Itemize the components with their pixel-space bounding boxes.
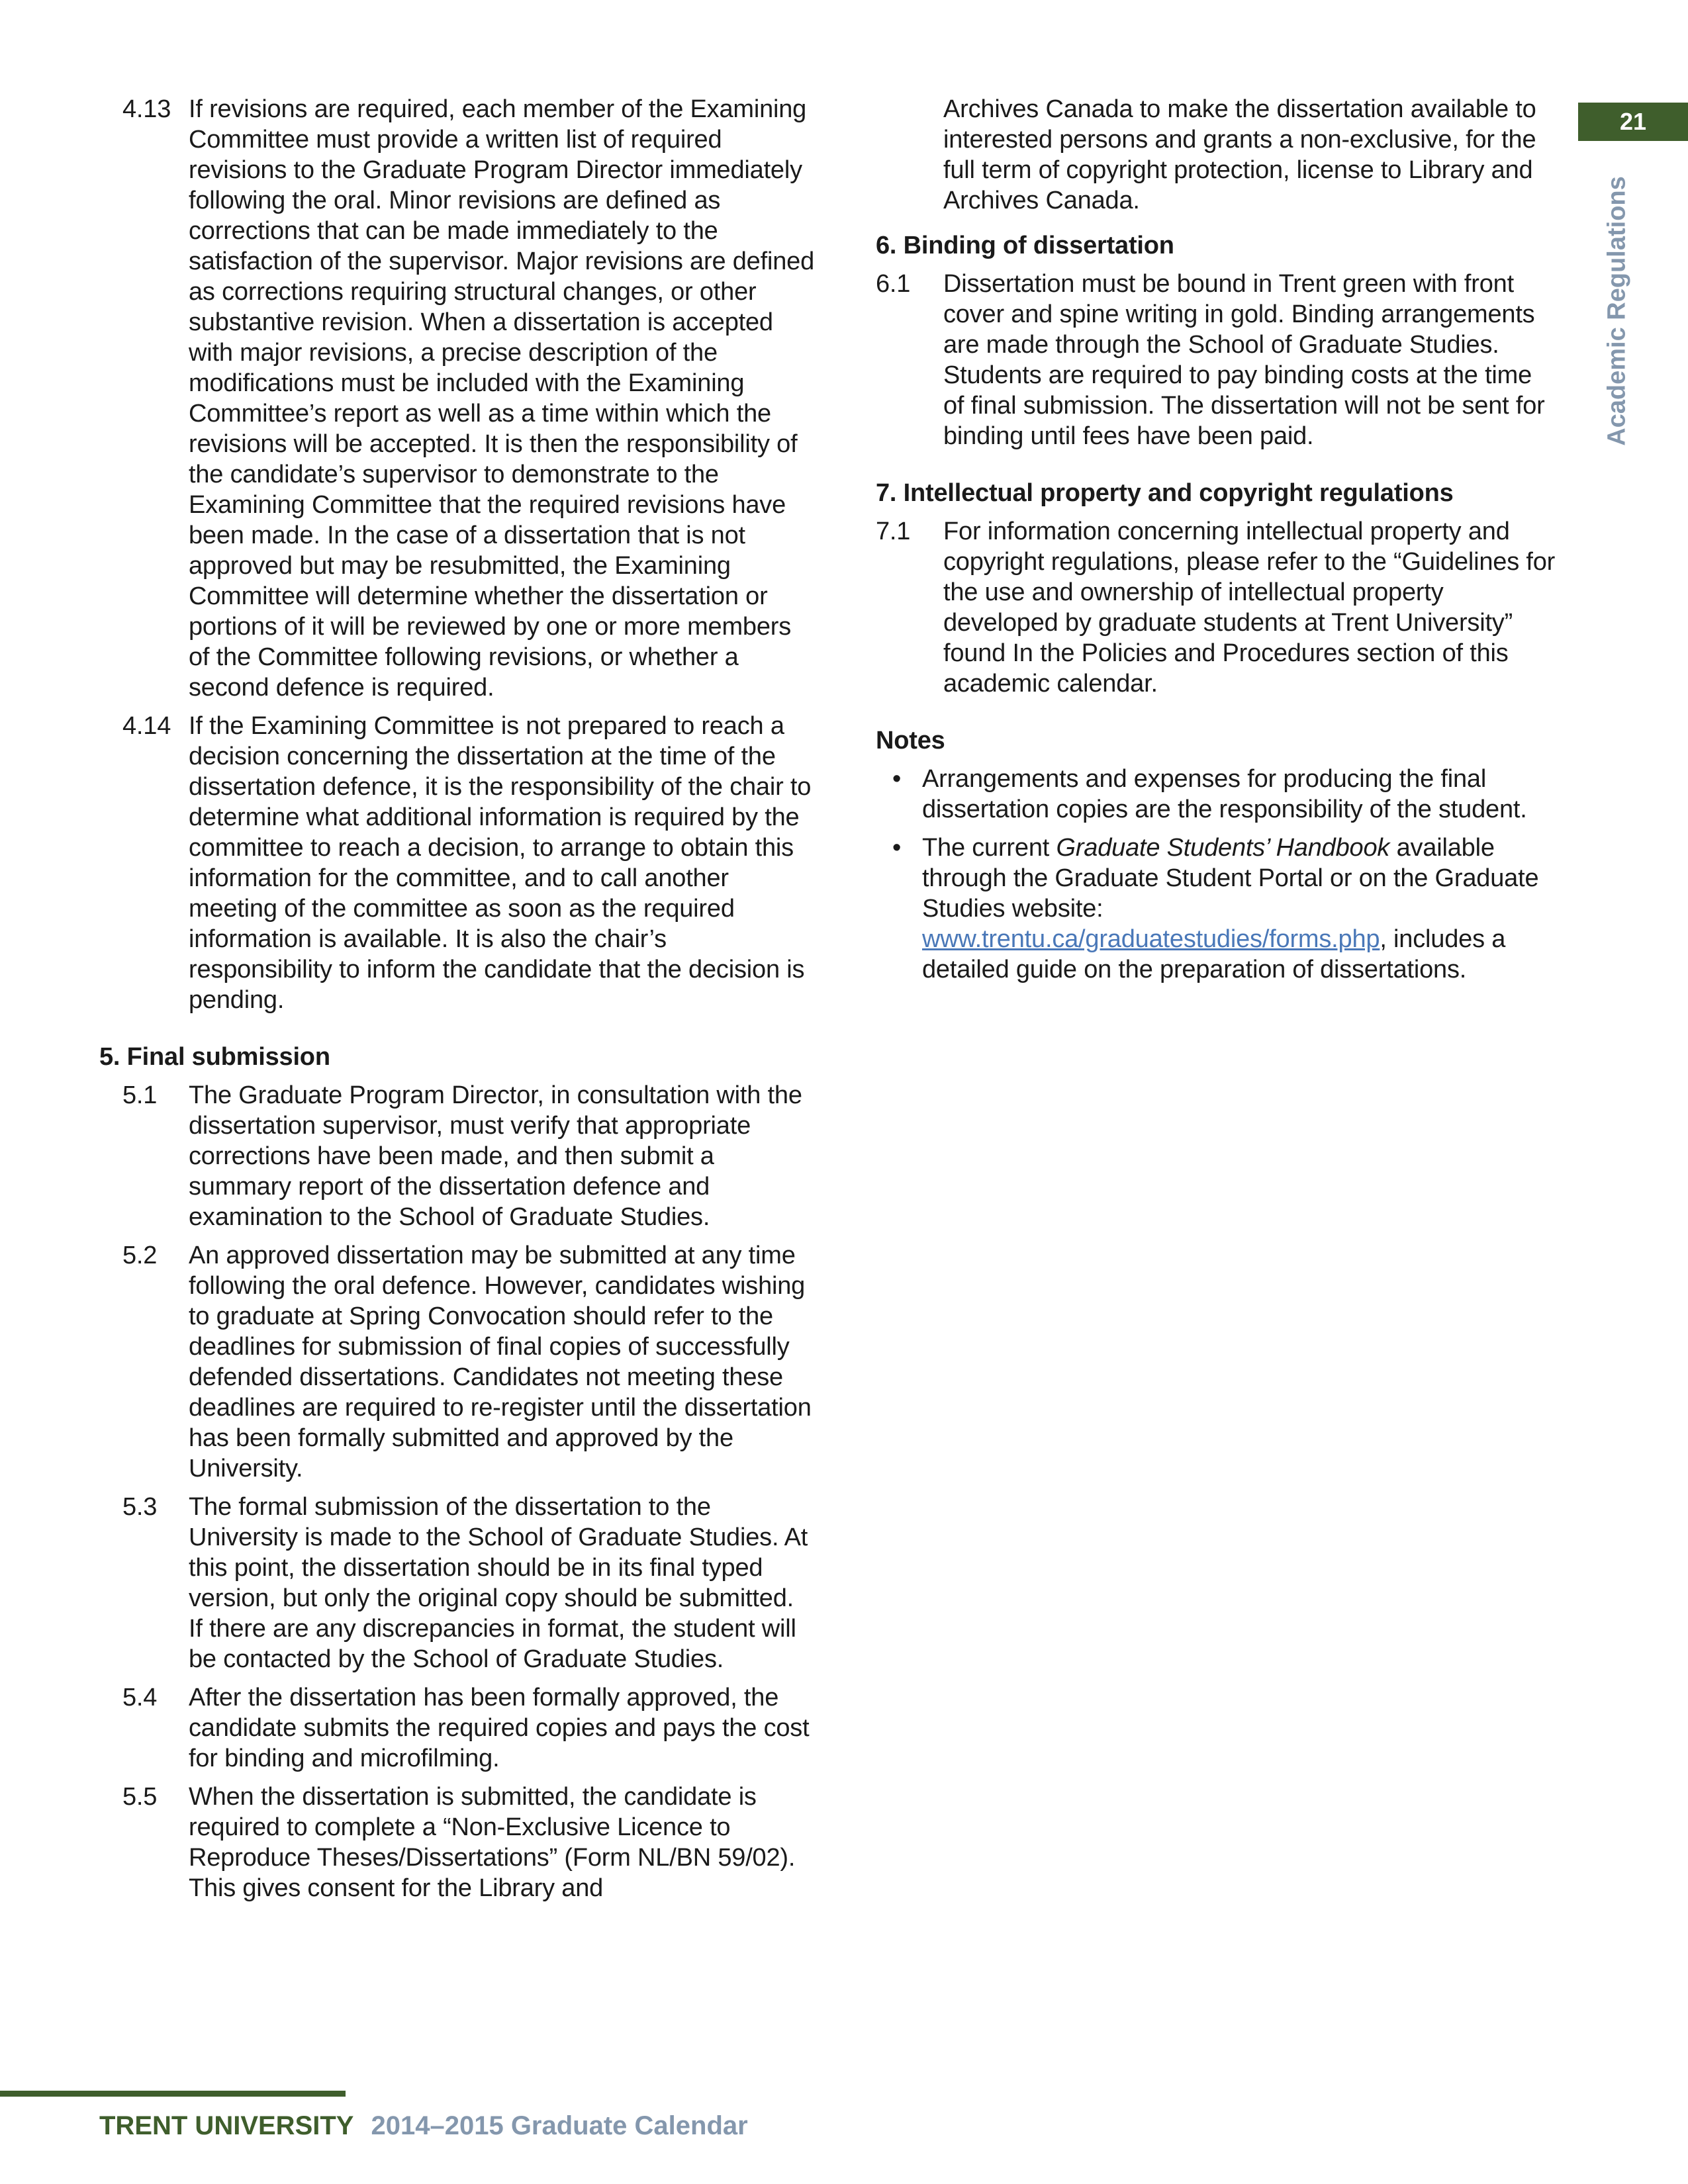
- section-item-4-14: [99, 711, 814, 1015]
- note-text-part: available through the Graduate Student Portal or on the Graduate Studies website:: [922, 834, 1539, 923]
- note-item: [876, 833, 1558, 985]
- item-text: After the dissertation has been formally approved, the candidate submits the required copies and pays the cost for binding and microfilming.: [189, 1684, 810, 1772]
- section-item-4-13: [99, 94, 814, 703]
- item-number: 4.14: [122, 712, 171, 740]
- handbook-title: Graduate Students’ Handbook: [1056, 834, 1390, 862]
- item-number: 6.1: [876, 270, 911, 298]
- item-text: If the Examining Committee is not prepared to reach a decision concerning the dissertation at the time of the dissertation defence, it is the responsibility of the chair to determine what additional information is required by the committee to reach a decision, to arrange to obtain this information for the committee, and to call another meeting of the committee as soon as the required information is available. It is also the chair’s responsibility to inform the candidate that the decision is pending.: [189, 712, 812, 1014]
- item-number: 5.4: [122, 1684, 158, 1711]
- item-number: 5.3: [122, 1493, 158, 1521]
- section-item-5-3: [99, 1492, 814, 1674]
- item-number: 5.5: [122, 1783, 158, 1811]
- item-text: The formal submission of the dissertation to the University is made to the School of Graduate Studies. At this point, the dissertation should be in its final typed version, but only the original copy should be submitted. If there are any discrepancies in format, the student will be contacted by the School of Graduate Studies.: [189, 1493, 808, 1673]
- item-text: The Graduate Program Director, in consultation with the dissertation supervisor, must verify that appropriate corrections have been made, and then submit a summary report of the dissertation defence and examination to the School of Graduate Studies.: [189, 1081, 802, 1231]
- section-item-5-4: [99, 1682, 814, 1774]
- item-number: 5.1: [122, 1081, 158, 1109]
- heading-final-submission: 5. Final submission: [99, 1043, 330, 1071]
- section-item-5-5: [99, 1782, 814, 1903]
- item-number: 7.1: [876, 518, 911, 545]
- page-number: 21: [1578, 103, 1688, 141]
- footer-calendar: 2014–2015 Graduate Calendar: [371, 2111, 748, 2140]
- forms-link[interactable]: www.trentu.ca/graduatestudies/forms.php: [922, 925, 1380, 953]
- continuation-text: Archives Canada to make the dissertation available to interested persons and grants a non-exclusive, for the full term of copyright protection, license to Library and Archives Canada.: [943, 95, 1536, 214]
- item-text: Dissertation must be bound in Trent green with front cover and spine writing in gold. Binding arrangements are made through the School of Graduate Studies. Students are required to pay binding costs at the time of final submission. The dissertation will not be sent for binding until fees have been paid.: [943, 270, 1545, 450]
- item-text: An approved dissertation may be submitted at any time following the oral defence. However, candidates wishing to graduate at Spring Convocation should refer to the deadlines for submission of final copies of successfully defended dissertations. Candidates not meeting these deadlines are required to re-register until the dissertation has been formally submitted and approved by the University.: [189, 1242, 812, 1482]
- note-text-part: The current: [922, 834, 1056, 862]
- footer-university: TRENT UNIVERSITY: [99, 2111, 354, 2140]
- section-item-6-1: [876, 269, 1558, 451]
- note-text-part: , includes a detailed guide on the preparation of dissertations.: [922, 925, 1506, 983]
- heading-notes: Notes: [876, 727, 945, 754]
- footer: [99, 2111, 748, 2141]
- item-number: 5.2: [122, 1242, 158, 1269]
- item-text: If revisions are required, each member of the Examining Committee must provide a written list of required revisions to the Graduate Program Director immediately following the oral. Minor revisions are defined as corrections that can be made immediately to the satisfaction of the supervisor. Major revisions are defined as corrections requiring structural changes, or other substantive revision. When a dissertation is accepted with major revisions, a precise description of the modifications must be included with the Examining Committee’s report as well as a time within which the revisions will be accepted. It is then the responsibility of the candidate’s supervisor to demonstrate to the Examining Committee that the required revisions have been made. In the case of a dissertation that is not approved but may be resubmitted, the Examining Committee will determine whether the dissertation or portions of it will be reviewed by one or more members of the Committee following revisions, or whether a second defence is required.: [189, 95, 815, 702]
- item-number: 4.13: [122, 95, 171, 123]
- section-item-5-1: [99, 1080, 814, 1232]
- heading-binding: 6. Binding of dissertation: [876, 232, 1174, 259]
- heading-intellectual-property: 7. Intellectual property and copyright regulations: [876, 479, 1454, 507]
- right-column: [876, 94, 1558, 993]
- note-text: [922, 833, 1558, 985]
- footer-rule: [0, 2091, 346, 2097]
- section-item-7-1: [876, 516, 1558, 699]
- bullet-icon: •: [892, 765, 902, 793]
- note-item: [876, 764, 1558, 825]
- bullet-icon: •: [892, 834, 902, 862]
- item-text: When the dissertation is submitted, the candidate is required to complete a “Non-Exclusive Licence to Reproduce Theses/Dissertations” (Form NL/BN 59/02). This gives consent for the Library and: [189, 1783, 796, 1902]
- item-text: For information concerning intellectual property and copyright regulations, please refer to the “Guidelines for the use and ownership of intellectual property developed by graduate students at Trent University” found In the Policies and Procedures section of this academic calendar.: [943, 518, 1556, 698]
- section-item-5-2: [99, 1240, 814, 1484]
- left-column: [99, 94, 814, 1911]
- section-side-label: Academic Regulations: [1603, 176, 1631, 446]
- note-text: Arrangements and expenses for producing the final dissertation copies are the responsibility of the student.: [922, 765, 1527, 823]
